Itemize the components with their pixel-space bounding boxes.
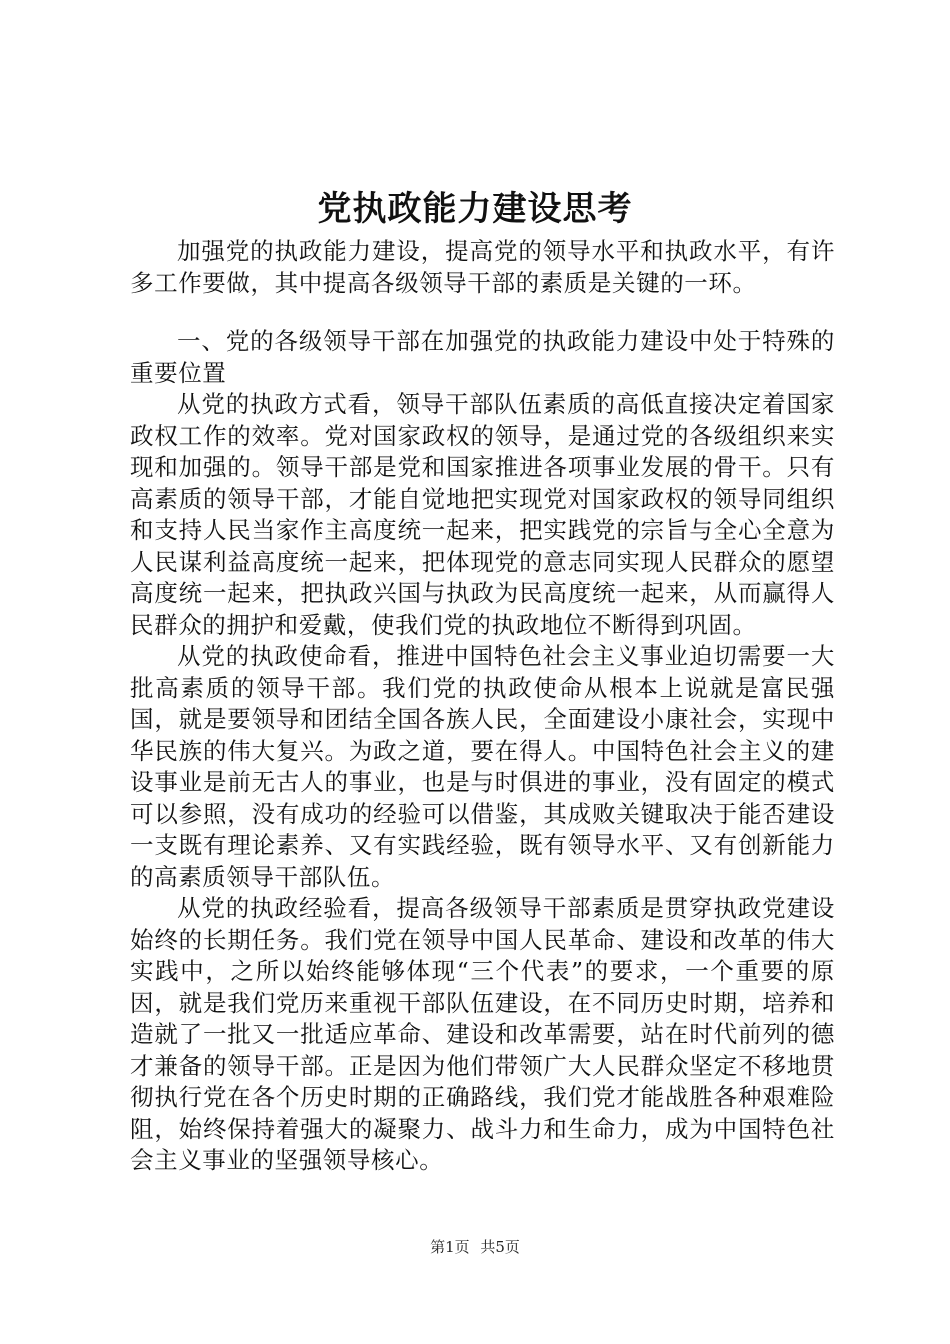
body-paragraph: 从党的执政经验看，提高各级领导干部素质是贯穿执政党建设始终的长期任务。我们党在领导中国人民革命、建设和改革的伟大实践中，之所以始终能够体现“三个代表”的要求，一个重要的原因，就是我们党历来重视干部队伍建设，在不同历史时期，培养和造就了一批又一批适应革命、建设和改革需要，站在时代前列的德才兼备的领导干部。正是因为他们带领广大人民群众坚定不移地贯彻执行党在各个历史时期的正确路线，我们党才能战胜各种艰难险阻，始终保持着强大的凝聚力、战斗力和生命力，成为中国特色社会主义事业的坚强领导核心。 xyxy=(130,894,835,1174)
intro-block xyxy=(130,236,835,299)
page-total: 共5页 xyxy=(480,1238,520,1256)
page-footer xyxy=(0,1236,950,1257)
section-block xyxy=(130,326,835,1177)
page-number: 第1页 xyxy=(430,1238,470,1256)
intro-paragraph: 加强党的执政能力建设，提高党的领导水平和执政水平，有许多工作要做，其中提高各级领导干部的素质是关键的一环。 xyxy=(130,237,835,297)
document-title: 党执政能力建设思考 xyxy=(317,189,633,229)
section-heading: 一、党的各级领导干部在加强党的执政能力建设中处于特殊的重要位置 xyxy=(130,327,835,387)
body-paragraph: 从党的执政使命看，推进中国特色社会主义事业迫切需要一大批高素质的领导干部。我们党的执政使命从根本上说就是富民强国，就是要领导和团结全国各族人民，全面建设小康社会，实现中华民族的伟大复兴。为政之道，要在得人。中国特色社会主义的建设事业是前无古人的事业，也是与时俱进的事业，没有固定的模式可以参照，没有成功的经验可以借鉴，其成败关键取决于能否建设一支既有理论素养、又有实践经验，既有领导水平、又有创新能力的高素质领导干部队伍。 xyxy=(130,642,835,891)
body-paragraph: 从党的执政方式看，领导干部队伍素质的高低直接决定着国家政权工作的效率。党对国家政权的领导，是通过党的各级组织来实现和加强的。领导干部是党和国家推进各项事业发展的骨干。只有高素质的领导干部，才能自觉地把实现党对国家政权的领导同组织和支持人民当家作主高度统一起来，把实践党的宗旨与全心全意为人民谋利益高度统一起来，把体现党的意志同实现人民群众的愿望高度统一起来，把执政兴国与执政为民高度统一起来，从而赢得人民群众的拥护和爱戴，使我们党的执政地位不断得到巩固。 xyxy=(130,390,835,639)
